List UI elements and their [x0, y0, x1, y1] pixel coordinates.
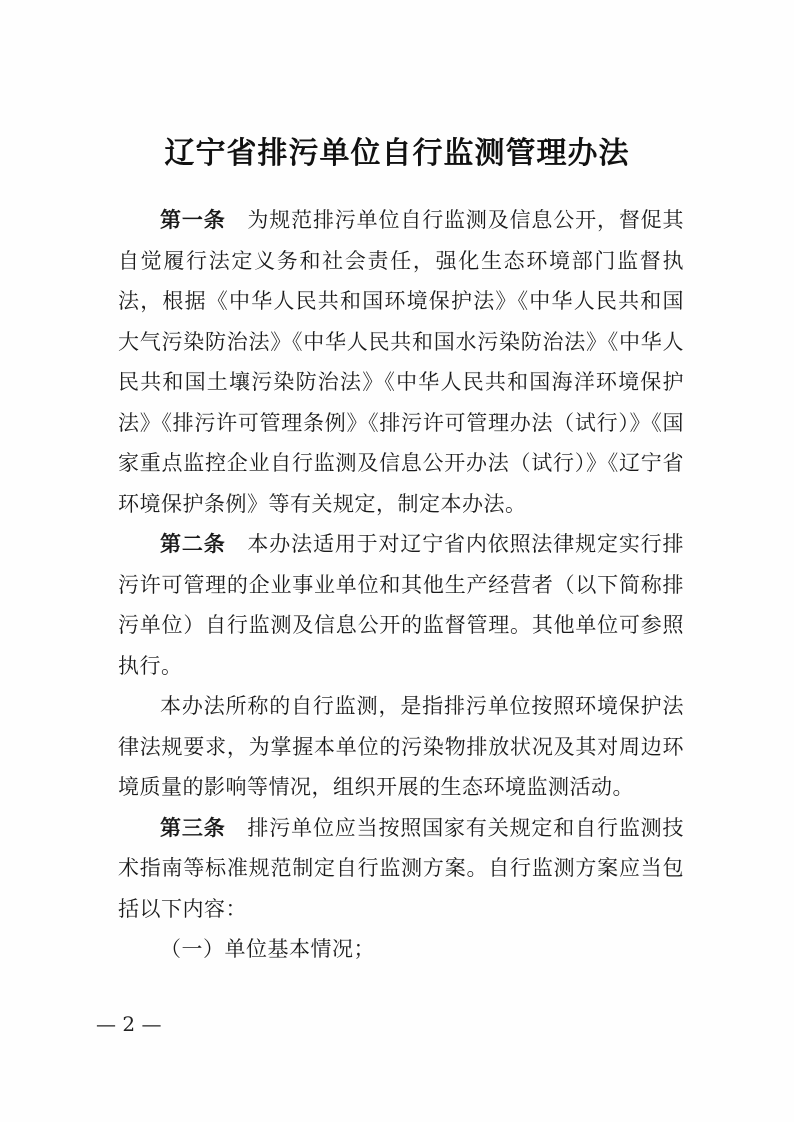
article-1 [118, 200, 684, 524]
article-2-definition-text: 本办法所称的自行监测，是指排污单位按照环境保护法律法规要求，为掌握本单位的污染物排放状况及其对周边环境质量的影响等情况，组织开展的生态环境监测活动。 [118, 694, 684, 799]
article-2-definition [118, 686, 684, 808]
document-title: 辽宁省排污单位自行监测管理办法 [164, 136, 630, 171]
article-1-text: 为规范排污单位自行监测及信息公开，督促其自觉履行法定义务和社会责任，强化生态环境部门监督执法，根据《中华人民共和国环境保护法》《中华人民共和国大气污染防治法》《中华人民共和国水污染防治法》《中华人民共和国土壤污染防治法》《中华人民共和国海洋环境保护法》《排污许可管理条例》《排污许可管理办法（试行）》《国家重点监控企业自行监测及信息公开办法（试行）》《辽宁省环境保护条例》等有关规定，制定本办法。 [118, 208, 685, 516]
article-2-label: 第二条 [160, 532, 226, 556]
article-3-text: 排污单位应当按照国家有关规定和自行监测技术指南等标准规范制定自行监测方案。自行监测方案应当包括以下内容： [118, 815, 685, 921]
article-2 [118, 524, 684, 686]
article-2-text: 本办法适用于对辽宁省内依照法律规定实行排污许可管理的企业事业单位和其他生产经营者（以下简称排污单位）自行监测及信息公开的监督管理。其他单位可参照执行。 [118, 532, 685, 678]
article-3-item-1-text: （一）单位基本情况； [160, 937, 375, 961]
article-3-item-1 [118, 929, 684, 970]
document-body [118, 200, 684, 970]
page-number: — 2 — [96, 1012, 162, 1036]
article-3 [118, 808, 684, 930]
article-1-label: 第一条 [160, 208, 226, 232]
article-3-label: 第三条 [160, 815, 226, 840]
